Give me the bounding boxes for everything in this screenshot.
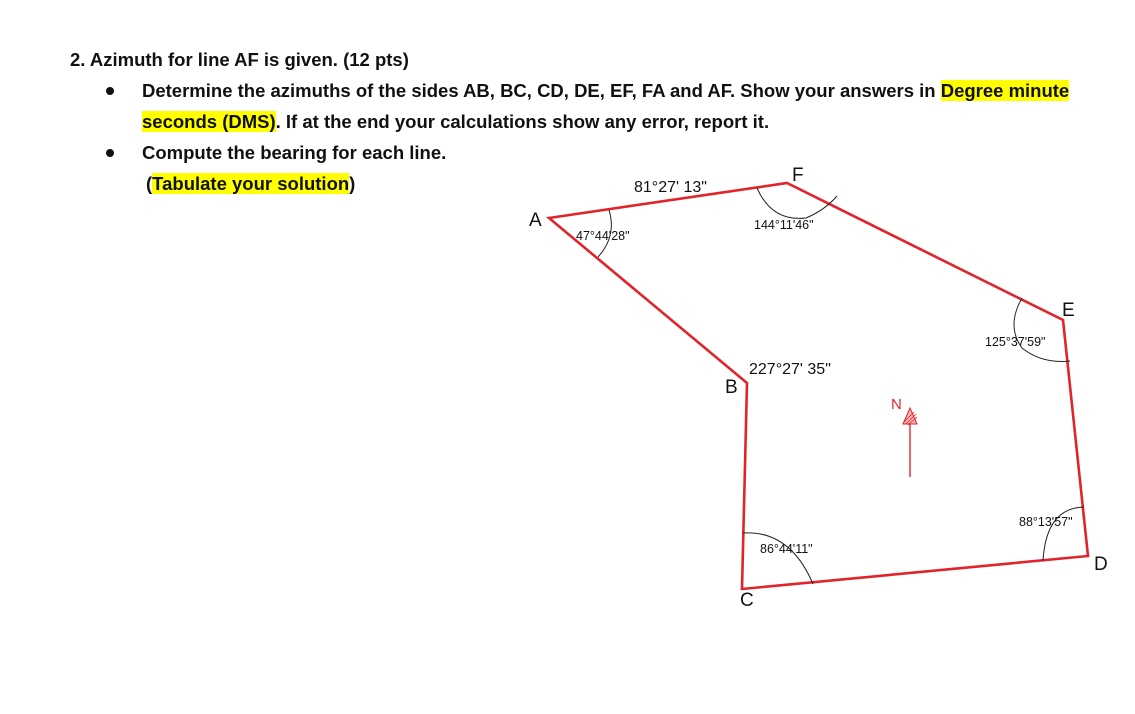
- azimuth-label-AF: 81°27' 13": [634, 179, 707, 196]
- question-title: 2. Azimuth for line AF is given. (12 pts): [70, 49, 409, 70]
- tabulate-highlight: Tabulate your solution: [152, 173, 350, 194]
- point-label-C: C: [740, 590, 754, 611]
- bullet1-highlight: Degree minute seconds (DMS): [142, 80, 1070, 132]
- north-arrow-icon: [891, 396, 917, 477]
- point-label-E: E: [1062, 300, 1075, 321]
- angle-label-C: 86°44'11": [760, 542, 813, 556]
- angle-label-E: 125°37'59": [985, 335, 1046, 349]
- angle-label-D: 88°13'57": [1019, 515, 1073, 529]
- bullet1-tail: . If at the end your calculations show any error, report it.: [275, 111, 770, 132]
- angle-label-B: 227°27' 35": [749, 361, 831, 378]
- angle-label-A: 47°44'28": [576, 229, 630, 243]
- point-label-D: D: [1094, 554, 1108, 575]
- angle-arc-C: [743, 533, 813, 584]
- angle-arcs: [598, 188, 1084, 584]
- north-label: N: [891, 396, 902, 413]
- bullet1-text: Determine the azimuths of the sides AB, BC, CD, DE, EF, FA and AF. Show your answers in: [142, 80, 941, 101]
- tabulate-close: ): [349, 173, 356, 194]
- point-label-B: B: [725, 377, 738, 398]
- traverse-polygon: [549, 183, 1088, 589]
- bullet2-text: Compute the bearing for each line.: [142, 142, 447, 163]
- tabulate-open: (: [146, 173, 153, 194]
- point-label-A: A: [529, 210, 542, 231]
- point-label-F: F: [792, 165, 804, 186]
- angle-label-F: 144°11'46": [754, 218, 814, 232]
